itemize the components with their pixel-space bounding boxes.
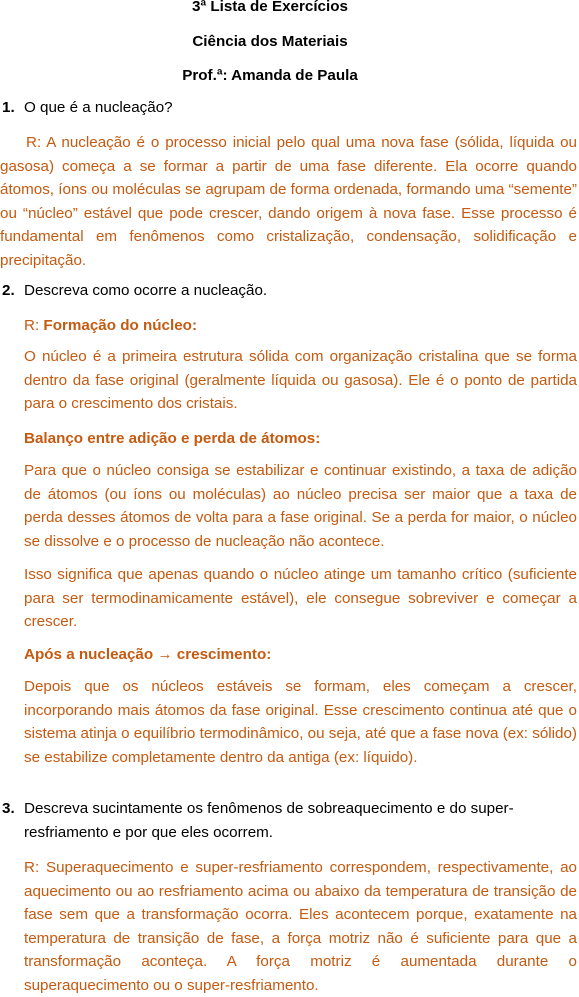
answer-2-paragraph: Para que o núcleo consiga se estabilizar e continuar existindo, a taxa de adição de átomos (ou íons ou moléculas) ao núcleo precisa ser maior que a taxa de perda desses átomos de volta para a fase original. Se a perda for maior, o núcleo se dissolve e o processo de nucleação não acontece. — [24, 462, 577, 550]
answer-prefix: R: — [24, 317, 44, 334]
answer-2-paragraph: O núcleo é a primeira estrutura sólida com organização cristalina que se forma dentro da fase original (geralmente líquida ou gasosa). Ele é o ponto de partida para o crescimento dos cristais. — [24, 348, 577, 412]
question-text: Descreva como ocorre a nucleação. — [24, 282, 268, 299]
question-number: 3. — [2, 800, 15, 817]
answer-2-paragraph: Depois que os núcleos estáveis se formam, eles começam a crescer, incorporando mais átomos da fase original. Esse crescimento continua até que o sistema atinja o equilíbrio termodinâmico, ou seja, até que a fase nova (ex: sólido) se estabilize completamente dentro da antiga (ex: líquido). — [24, 678, 577, 766]
answer-2-heading-1 — [24, 314, 197, 338]
answer-3: R: Superaquecimento e super-resfriamento correspondem, respectivamente, ao aquecimento ou ao resfriamento acima ou abaixo da temperatura de transição de fase sem que a transformação ocorra. Eles acontecem porque, exatamente na temperatura de transição de fase, a força motriz não é suficiente para que a transformação aconteça. A força motriz é aumentada durante o superaquecimento ou o super-resfriamento. — [24, 859, 577, 994]
question-number: 1. — [2, 99, 15, 116]
question-number: 2. — [2, 282, 15, 299]
question-3 — [2, 797, 575, 844]
section-heading: Após a nucleação → crescimento: — [24, 646, 272, 663]
document-title: 3ª Lista de Exercícios — [192, 0, 348, 15]
answer-2-heading-2 — [24, 427, 320, 451]
question-text: O que é a nucleação? — [24, 99, 173, 116]
section-heading: Formação do núcleo: — [43, 317, 198, 334]
question-2 — [2, 279, 575, 303]
question-text: Descreva sucintamente os fenômenos de sobreaquecimento e do super-resfriamento e por que eles ocorrem. — [24, 800, 514, 841]
course-name: Ciência dos Materiais — [192, 33, 348, 50]
professor-name: Prof.ª: Amanda de Paula — [182, 67, 358, 84]
section-heading: Balanço entre adição e perda de átomos: — [24, 430, 321, 447]
answer-2-paragraph: Isso significa que apenas quando o núcleo atinge um tamanho crítico (suficiente para ser termodinamicamente estável), ele consegue sobreviver e começar a crescer. — [24, 566, 577, 630]
answer-1: R: A nucleação é o processo inicial pelo qual uma nova fase (sólida, líquida ou gasosa) começa a se formar a partir de uma fase diferente. Ela ocorre quando átomos, íons ou moléculas se agrupam de forma ordenada, formando uma “semente” ou “núcleo” estável que pode crescer, dando origem à nova fase. Esse processo é fundamental em fenômenos como cristalização, condensação, solidificação e precipitação. — [0, 134, 577, 269]
question-1 — [2, 96, 575, 120]
answer-2-heading-3 — [24, 643, 271, 667]
